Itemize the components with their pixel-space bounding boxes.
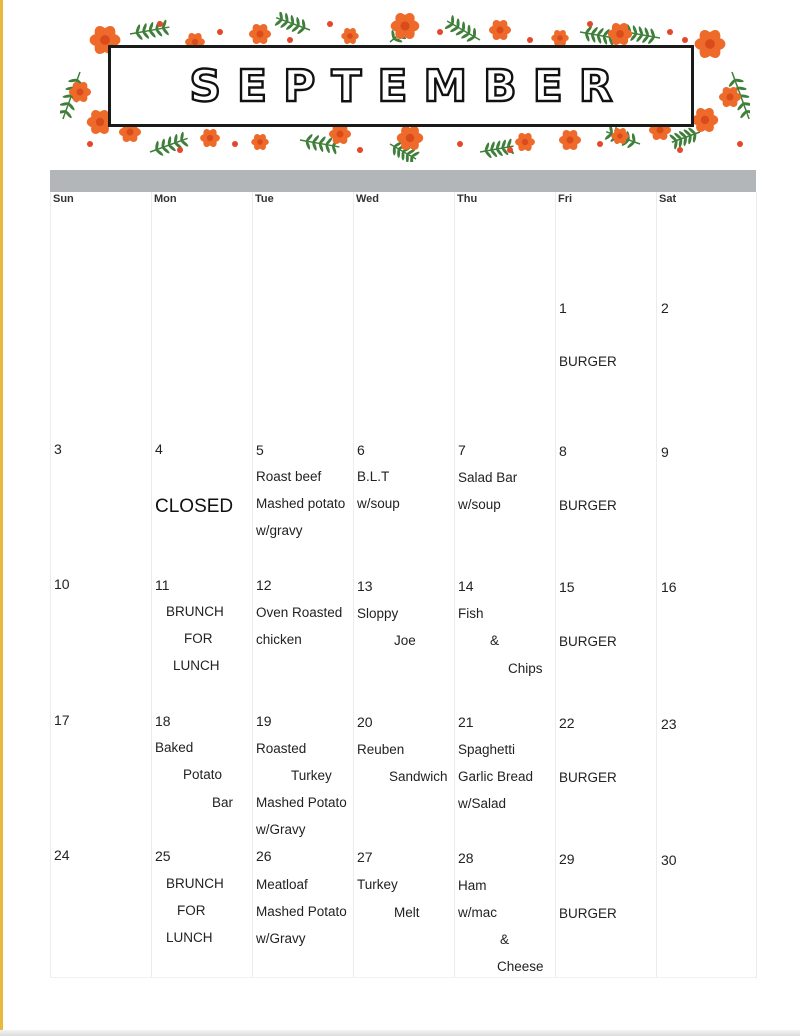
flower-center-decoration xyxy=(705,39,715,49)
day-number: 13 xyxy=(357,578,373,594)
flower-center-decoration xyxy=(96,118,104,126)
day-number: 12 xyxy=(256,577,272,593)
menu-item: FOR xyxy=(177,903,206,918)
menu-item: FOR xyxy=(184,631,213,646)
bud-decoration xyxy=(437,29,443,35)
day-header-tue: Tue xyxy=(255,193,274,205)
day-number: 5 xyxy=(256,442,264,458)
closed-label: CLOSED xyxy=(155,496,234,517)
page-edge-left xyxy=(0,0,3,1036)
day-number: 11 xyxy=(155,577,170,593)
flower-center-decoration xyxy=(617,133,623,139)
bud-decoration xyxy=(157,21,163,27)
menu-item: Cheese xyxy=(497,959,544,974)
flower-center-decoration xyxy=(257,139,263,145)
flower-center-decoration xyxy=(701,116,709,124)
menu-item: BRUNCH xyxy=(166,876,224,891)
day-number: 20 xyxy=(357,714,373,730)
menu-item: BURGER xyxy=(559,634,617,649)
menu-item: Oven Roasted xyxy=(256,605,343,620)
menu-item: Bar xyxy=(212,795,234,810)
menu-item: Sloppy xyxy=(357,606,399,621)
menu-item: Fish xyxy=(458,606,484,621)
bud-decoration xyxy=(527,37,533,43)
page-edge-bottom xyxy=(0,1030,800,1036)
flower-center-decoration xyxy=(727,94,734,101)
menu-item: LUNCH xyxy=(173,658,220,673)
menu-item: Meatloaf xyxy=(256,877,308,892)
day-header-sat: Sat xyxy=(659,193,677,205)
day-number: 23 xyxy=(661,716,677,732)
menu-item: & xyxy=(500,932,510,947)
menu-item: B.L.T xyxy=(357,469,390,484)
day-number: 10 xyxy=(54,576,70,592)
flower-center-decoration xyxy=(567,137,574,144)
day-number: 7 xyxy=(458,442,466,458)
menu-item: w/mac xyxy=(458,905,498,920)
day-number: 29 xyxy=(559,851,575,867)
menu-item: w/Gravy xyxy=(256,931,306,946)
flower-center-decoration xyxy=(257,31,264,38)
flower-center-decoration xyxy=(347,33,353,39)
day-number: 6 xyxy=(357,442,365,458)
flower-center-decoration xyxy=(207,135,213,141)
grid-line xyxy=(756,192,757,978)
menu-item: Mashed potato xyxy=(256,496,346,511)
day-number: 15 xyxy=(559,579,575,595)
menu-item: Baked xyxy=(155,740,194,755)
day-number: 27 xyxy=(357,849,373,865)
day-number: 22 xyxy=(559,715,575,731)
day-header-sun: Sun xyxy=(53,193,74,205)
menu-item: Roast beef xyxy=(256,469,322,484)
grid-line xyxy=(151,192,152,978)
menu-item: Ham xyxy=(458,878,487,893)
menu-item: Mashed Potato xyxy=(256,795,347,810)
menu-item: BURGER xyxy=(559,354,617,369)
flower-center-decoration xyxy=(406,134,414,142)
bud-decoration xyxy=(682,37,688,43)
title-banner xyxy=(108,45,694,127)
flower-center-decoration xyxy=(100,35,110,45)
flower-center-decoration xyxy=(497,27,504,34)
menu-item: Turkey xyxy=(291,768,332,783)
menu-item: chicken xyxy=(256,632,302,647)
grid-line xyxy=(656,192,657,978)
menu-item: Joe xyxy=(394,633,416,648)
menu-item: Reuben xyxy=(357,742,405,757)
day-number: 28 xyxy=(458,850,474,866)
menu-item: BURGER xyxy=(559,906,617,921)
menu-item: Sandwich xyxy=(389,769,448,784)
day-number: 18 xyxy=(155,713,171,729)
day-number: 1 xyxy=(559,300,567,316)
menu-item: Salad Bar xyxy=(458,470,518,485)
menu-item: BRUNCH xyxy=(166,604,224,619)
page-title: SEPTEMBER xyxy=(189,60,629,112)
day-number: 24 xyxy=(54,847,70,863)
day-number: 26 xyxy=(256,848,272,864)
bud-decoration xyxy=(357,147,363,153)
grid-line xyxy=(252,192,253,978)
menu-item: Turkey xyxy=(357,877,398,892)
bud-decoration xyxy=(597,141,603,147)
day-number: 30 xyxy=(661,852,677,868)
day-header-mon: Mon xyxy=(154,193,177,205)
menu-item: BURGER xyxy=(559,770,617,785)
day-header-thu: Thu xyxy=(457,193,478,205)
day-number: 4 xyxy=(155,441,163,457)
flower-center-decoration xyxy=(522,139,528,145)
menu-item: w/gravy xyxy=(256,523,303,538)
menu-item: LUNCH xyxy=(166,930,213,945)
day-number: 3 xyxy=(54,441,62,457)
grid-line xyxy=(555,192,556,978)
day-number: 8 xyxy=(559,443,567,459)
day-number: 9 xyxy=(661,444,669,460)
menu-item: BURGER xyxy=(559,498,617,513)
day-header-fri: Fri xyxy=(558,193,573,205)
flower-center-decoration xyxy=(127,129,134,136)
flower-center-decoration xyxy=(657,127,664,134)
day-number: 2 xyxy=(661,300,669,316)
menu-item: w/soup xyxy=(357,496,400,511)
menu-item: & xyxy=(490,633,500,648)
flower-center-decoration xyxy=(557,35,563,41)
flower-center-decoration xyxy=(337,131,344,138)
grid-line xyxy=(50,192,51,978)
day-number: 25 xyxy=(155,848,171,864)
day-number: 17 xyxy=(54,712,70,728)
bud-decoration xyxy=(667,29,673,35)
grid-line xyxy=(353,192,354,978)
bud-decoration xyxy=(287,37,293,43)
menu-item: w/Gravy xyxy=(256,822,306,837)
day-number: 19 xyxy=(256,713,272,729)
flower-center-decoration xyxy=(400,21,409,30)
day-header-wed: Wed xyxy=(356,193,380,205)
day-number: 21 xyxy=(458,714,474,730)
bud-decoration xyxy=(217,29,223,35)
calendar-header-bar xyxy=(50,170,756,192)
bud-decoration xyxy=(737,141,743,147)
bud-decoration xyxy=(507,147,513,153)
flower-center-decoration xyxy=(616,30,624,38)
menu-item: Melt xyxy=(394,905,420,920)
menu-item: Potato xyxy=(183,767,223,782)
flower-center-decoration xyxy=(77,89,84,96)
menu-item: Mashed Potato xyxy=(256,904,347,919)
menu-item: Garlic Bread xyxy=(458,769,534,784)
menu-item: Spaghetti xyxy=(458,742,516,757)
bud-decoration xyxy=(457,141,463,147)
menu-item: Roasted xyxy=(256,741,307,756)
menu-item: w/Salad xyxy=(458,796,507,811)
bud-decoration xyxy=(677,147,683,153)
grid-line xyxy=(50,977,756,978)
day-number: 16 xyxy=(661,579,677,595)
bud-decoration xyxy=(177,147,183,153)
bud-decoration xyxy=(232,141,238,147)
bud-decoration xyxy=(327,21,333,27)
menu-item: w/soup xyxy=(458,497,501,512)
day-number: 14 xyxy=(458,578,474,594)
bud-decoration xyxy=(587,21,593,27)
grid-line xyxy=(454,192,455,978)
bud-decoration xyxy=(87,141,93,147)
menu-item: Chips xyxy=(508,661,543,676)
